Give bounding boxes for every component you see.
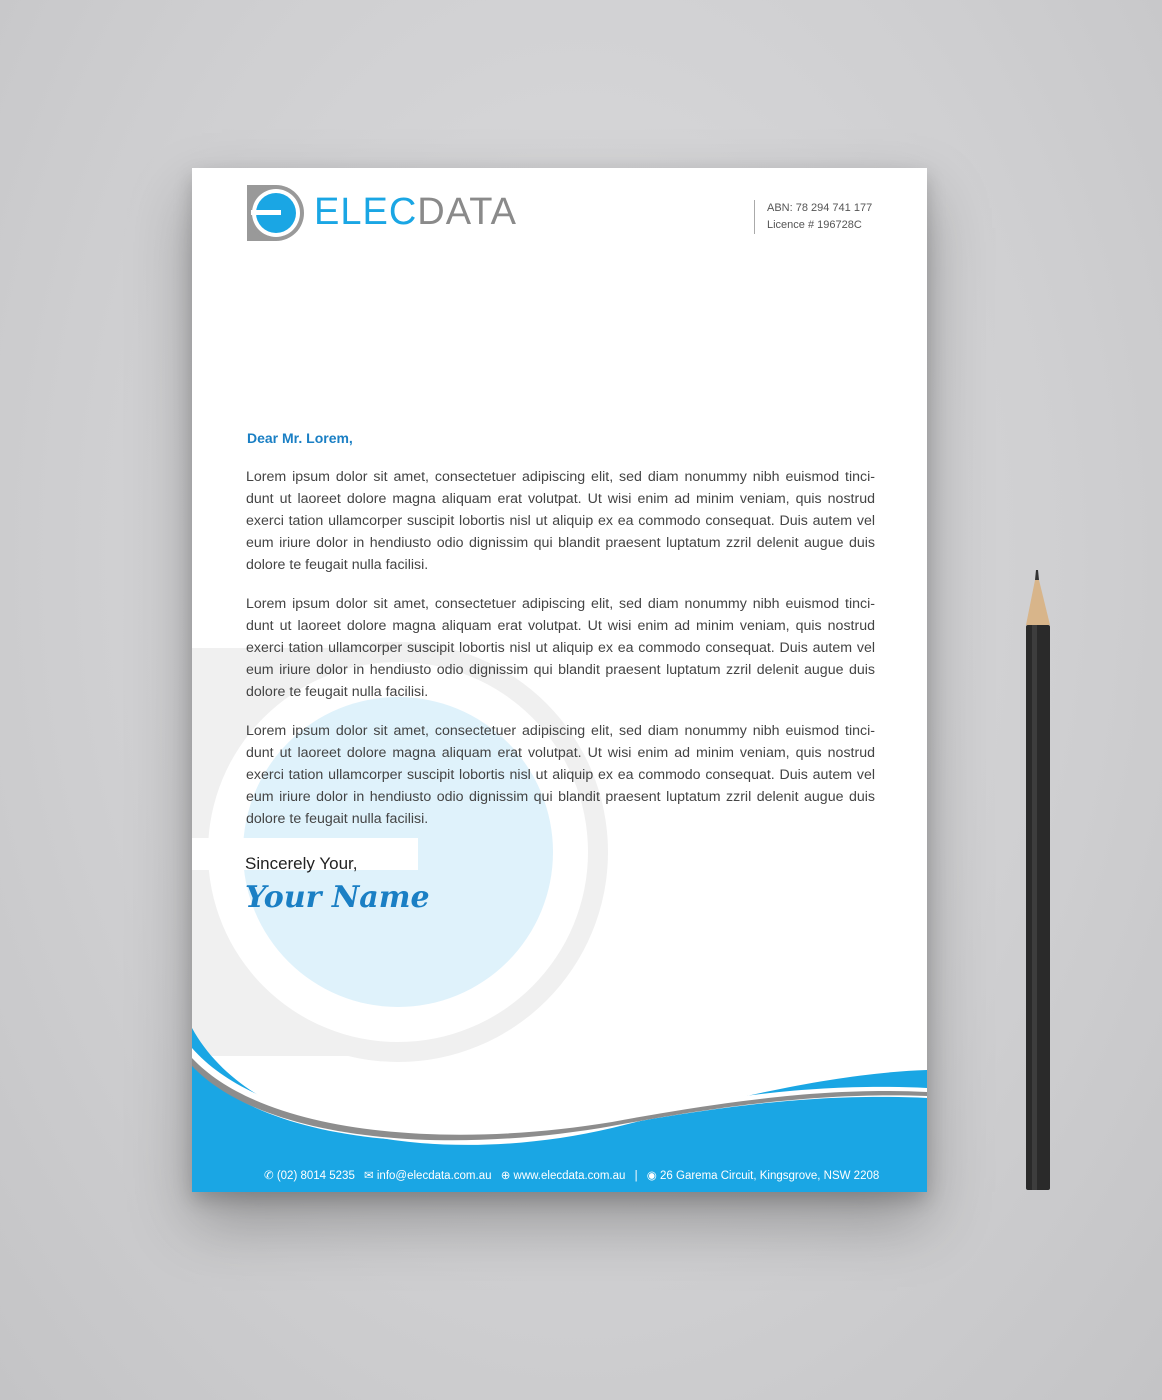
closing: Sincerely Your, bbox=[245, 854, 358, 873]
company-info bbox=[754, 200, 872, 234]
email: ✉ info@elecdata.com.au bbox=[364, 1170, 492, 1182]
website: ⊕ www.elecdata.com.au bbox=[500, 1170, 626, 1182]
brand-name bbox=[314, 192, 517, 232]
phone: ✆ (02) 8014 5235 bbox=[264, 1170, 355, 1182]
footer-wave bbox=[192, 1018, 927, 1192]
pencil-image bbox=[1024, 570, 1054, 1195]
letterhead-page bbox=[192, 168, 927, 1192]
footer-contact bbox=[264, 1168, 885, 1182]
paragraph: Lorem ipsum dolor sit amet, consectetuer adipiscing elit, sed diam nonummy nibh euismod tinci-dunt ut laoreet dolore magna aliquam erat volutpat. Ut wisi enim ad minim veniam, quis nostrud exerci tation ullamcorper suscipit lobortis nisl ut aliquip ex ea commodo consequat. Duis autem vel eum iriure dolor in hendiusto odio dignissim qui blandit praesent luptatum zzril delenit augue duis dolore te feugait nulla facilisi. bbox=[246, 469, 875, 573]
address: ◉ 26 Garema Circuit, Kingsgrove, NSW 2208 bbox=[646, 1170, 880, 1182]
letter-body bbox=[246, 466, 875, 847]
signature: Your Name bbox=[245, 880, 430, 915]
greeting: Dear Mr. Lorem, bbox=[247, 430, 353, 446]
paragraph: Lorem ipsum dolor sit amet, consectetuer adipiscing elit, sed diam nonummy nibh euismod tinci-dunt ut laoreet dolore magna aliquam erat volutpat. Ut wisi enim ad minim veniam, quis nostrud exerci tation ullamcorper suscipit lobortis nisl ut aliquip ex ea commodo consequat. Duis autem vel eum iriure dolor in hendiusto odio dignissim qui blandit praesent luptatum zzril delenit augue duis dolore te feugait nulla facilisi. bbox=[246, 723, 875, 827]
abn: ABN: 78 294 741 177 bbox=[767, 202, 873, 214]
paragraph: Lorem ipsum dolor sit amet, consectetuer adipiscing elit, sed diam nonummy nibh euismod tinci-dunt ut laoreet dolore magna aliquam erat volutpat. Ut wisi enim ad minim veniam, quis nostrud exerci tation ullamcorper suscipit lobortis nisl ut aliquip ex ea commodo consequat. Duis autem vel eum iriure dolor in hendiusto odio dignissim qui blandit praesent luptatum zzril delenit augue duis dolore te feugait nulla facilisi. bbox=[246, 596, 875, 700]
logo-icon bbox=[247, 185, 305, 243]
licence: Licence # 196728C bbox=[767, 219, 862, 231]
brand-part1: ELEC bbox=[314, 191, 418, 233]
separator: | bbox=[634, 1170, 638, 1182]
brand-part2: DATA bbox=[417, 191, 517, 233]
